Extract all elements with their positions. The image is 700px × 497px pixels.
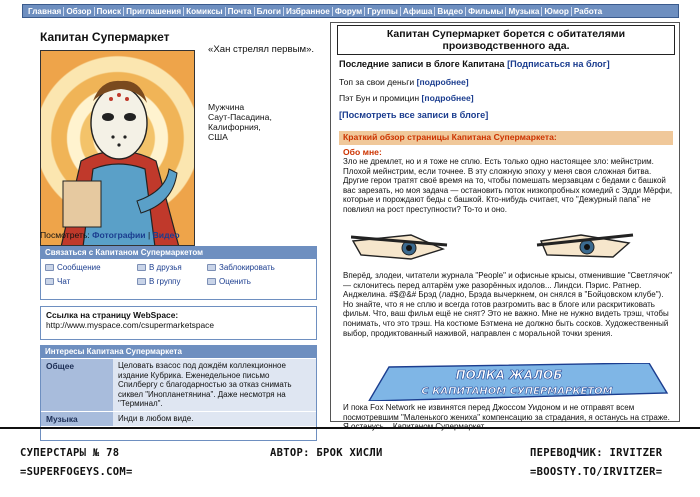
blog-entry: Пэт Бун и промицин [подробнее] [339,93,474,103]
nav-films[interactable]: Фильмы [465,7,505,16]
interest-row [41,411,316,426]
see-links [40,230,180,240]
photos-link[interactable]: Фотографии [92,230,146,240]
about-paragraph-1: Зло не дремлет, но и я тоже не сплю. Есть только одно настоящее зло: мейнстрим. Плохой мейнстрим, если точнее. В эту сложную эпоху у меня своя сложная битва. Другие герои тратят своё время на то, чтобы помешать мерзавцам с бедами с башкой вас зарезать, но моя задача — остановить поток низкопробных комедий с Эдди Мёрфи, которые и порождают беды с башкой. Кто-нибудь считает, что "Дежурный папа" не повлиял на рост преступности? То-то и оно. [343,157,673,214]
interest-value: Целовать взасос под дождём коллекционное издание Кубрика. Еженедельное письмо Спилбергу с благодарностью за отказ снимать сиквел "Инопланетянина". Даже несмотря на "Терминал". [113,359,316,411]
hockey-mask-hero-icon [41,51,195,246]
all-blog-posts-link[interactable]: [Посмотреть все записи в блоге] [339,110,489,120]
webspace-url[interactable]: http://www.myspace.com/csupermarketspace [46,320,215,330]
nav-music[interactable]: Музыка [505,7,541,16]
nav-overview[interactable]: Обзор [63,7,93,16]
issue-credit: СУПЕРСТАРЫ № 78 [20,447,120,459]
interest-row [41,358,316,411]
envelope-icon [45,264,54,271]
avatar[interactable] [40,50,195,246]
summary-title: Краткий обзор страницы Капитана Супермаркета: [339,131,673,145]
webspace-title: Ссылка на страницу WebSpace: [46,310,179,320]
profile-about: Мужчина Саут-Пасадина, Калифорния, США [208,102,272,142]
read-more-link[interactable]: [подробнее] [421,93,474,103]
block-icon [207,264,216,271]
banner-line-2: С КАПИТАНОМ СУПЕРМАРКЕТОМ [421,386,613,397]
top-nav [22,4,679,18]
site-left-credit[interactable]: =SUPERFOGEYS.COM= [20,466,133,478]
blog-column [330,22,680,422]
nav-forum[interactable]: Форум [332,7,364,16]
about-paragraph-2: Вперёд, злодеи, читатели журнала "People" и офисные крысы, отменившие "Светлячок" — склонитесь перед алтарём уже разорённых идолов... Линдси. Пэрис. Ратнер. Анджелина. #$@&# Брэд (ладно, Брэда вычеркнем, он снялся в "Бойцовском клубе"). Но знайте, что я не сплю и всегда готов разгромить вас в блоге или раскритиковать фильм. Что, ваш фильм ещё не снят? Это не важно. Мне не нужно видеть трэш, чтобы понимать, что это трэш. На костюме Бэтмена не должно быть сосков. Художественный выбор, продиктованный наживой, направлен с моральной точки зрения. [343,271,673,338]
author-credit: АВТОР: БРОК ХИСЛИ [270,447,383,459]
nav-video[interactable]: Видео [434,7,465,16]
nav-events[interactable]: Афиша [400,7,435,16]
see-label: Посмотреть: [40,230,90,240]
interest-key: Общее [41,359,113,411]
group-icon [137,278,146,285]
site-right-credit[interactable]: =BOOSTY.TO/IRVITZER= [530,466,663,478]
nav-comics[interactable]: Комиксы [183,7,225,16]
profile-column [22,22,322,424]
nav-blogs[interactable]: Блоги [254,7,283,16]
profile-quote: «Хан стрелял первым». [208,44,315,55]
about-me-label: Обо мне: [343,147,382,157]
blog-title: Последние записи в блоге Капитана [Подписаться на блог] [339,59,610,69]
read-more-link[interactable]: [подробнее] [416,77,469,87]
nav-favorites[interactable]: Избранное [283,7,332,16]
glaring-eyes-icon [351,231,663,271]
add-friend-link[interactable]: В друзья [137,263,207,272]
chat-link[interactable]: Чат [45,277,137,286]
nav-invites[interactable]: Приглашения [123,7,183,16]
contact-box [40,246,317,300]
blog-entry: Топ за свои деньги [подробнее] [339,77,469,87]
nav-search[interactable]: Поиск [94,7,124,16]
send-message-link[interactable]: Сообщение [45,263,137,272]
chat-icon [45,278,54,285]
nav-groups[interactable]: Группы [364,7,400,16]
nav-home[interactable]: Главная [28,6,62,16]
interests-title: Интересы Капитана Супермаркета [41,346,316,358]
nav-humor[interactable]: Юмор [541,7,570,16]
subscribe-link[interactable]: [Подписаться на блог] [507,59,610,69]
profile-name: Капитан Супермаркет [40,30,170,44]
rate-icon [207,278,216,285]
add-to-group-link[interactable]: В группу [137,277,207,286]
complaints-shelf-banner [349,363,671,401]
contact-box-title: Связаться с Капитаном Супермаркетом [41,247,316,259]
banner-line-1: ПОЛКА ЖАЛОБ [455,368,563,382]
nav-jobs[interactable]: Работа [571,7,604,16]
block-user-link[interactable]: Заблокировать [207,263,307,272]
about-paragraph-3: И пока Fox Network не извинятся перед Джоссом Уидоном и не отправят всем посмотревшим "Маленького жениха" компенсацию за страдания, я останусь на страже. [343,403,670,422]
rate-user-link[interactable]: Оценить [207,277,307,286]
interest-value: Инди в любом виде. [113,412,316,426]
link-separator: | [147,230,151,240]
nav-mail[interactable]: Почта [225,7,254,16]
divider [0,427,700,429]
translator-credit: ПЕРЕВОДЧИК: IRVITZER [530,447,663,459]
webspace-box [40,306,317,340]
videos-link[interactable]: Видео [152,230,180,240]
interest-key: Музыка [41,412,113,426]
headline: Капитан Супермаркет борется с обитателями производственного ада. [337,25,675,55]
add-friend-icon [137,264,146,271]
